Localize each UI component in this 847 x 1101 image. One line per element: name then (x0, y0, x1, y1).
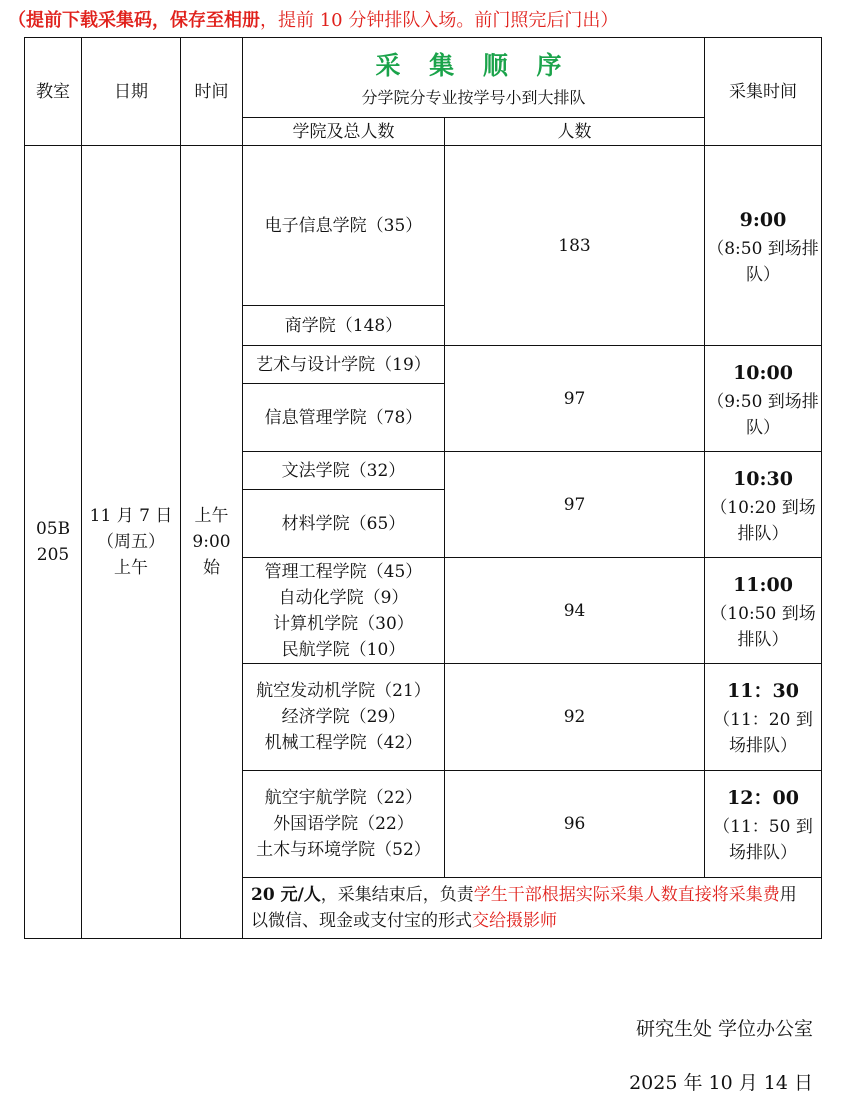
college-cell: 电子信息学院（35） (243, 146, 445, 306)
collect-time: 11:00 (733, 573, 793, 596)
collect-time: 10:30 (733, 467, 793, 490)
count-cell: 97 (445, 452, 705, 558)
order-subtitle: 分学院分专业按学号小到大排队 (361, 87, 586, 107)
college-cell: 文法学院（32） (243, 452, 445, 490)
college-cell: 艺术与设计学院（19） (243, 346, 445, 384)
queue-note: （10:20 到场排队） (710, 497, 816, 544)
footer-date: 2025 年 10 月 14 日 (629, 1072, 813, 1094)
time-cell: 上午 9:00 始 (181, 146, 243, 939)
header-room: 教室 (25, 38, 82, 146)
queue-note: （11：20 到场排队） (713, 710, 813, 756)
schedule-table (24, 37, 822, 939)
count-cell: 97 (445, 346, 705, 452)
footer-org: 研究生处 学位办公室 (635, 1018, 813, 1040)
collect-time-cell (705, 771, 822, 878)
collect-time-cell (705, 146, 822, 346)
collect-time-cell (705, 452, 822, 558)
date-cell: 11 月 7 日 （周五） 上午 (82, 146, 181, 939)
collect-time: 10:00 (733, 361, 793, 384)
college-cell: 航空发动机学院（21） 经济学院（29） 机械工程学院（42） (243, 664, 445, 771)
queue-note: （9:50 到场排队） (707, 391, 819, 438)
fee-price: 20 元/人 (251, 885, 321, 905)
order-title: 采 集 顺 序 (375, 50, 572, 80)
collect-time: 11：30 (727, 680, 799, 702)
notice-rest: ，提前 10 分钟排队入场。前门照完后门出） (260, 10, 619, 31)
notice-banner (0, 6, 847, 32)
collect-time: 12：00 (727, 787, 799, 809)
header-order (243, 38, 705, 118)
college-cell: 信息管理学院（78） (243, 384, 445, 452)
college-cell: 材料学院（65） (243, 490, 445, 558)
count-cell: 96 (445, 771, 705, 878)
notice-bold: （提前下载采集码，保存至相册 (8, 10, 260, 31)
collect-time-cell (705, 664, 822, 771)
header-collect-time: 采集时间 (705, 38, 822, 146)
college-cell: 管理工程学院（45） 自动化学院（9） 计算机学院（30） 民航学院（10） (243, 558, 445, 664)
header-date: 日期 (82, 38, 181, 146)
room-cell: 05B 205 (25, 146, 82, 939)
college-cell: 航空宇航学院（22） 外国语学院（22） 土木与环境学院（52） (243, 771, 445, 878)
count-cell: 183 (445, 146, 705, 346)
queue-note: （8:50 到场排队） (707, 238, 819, 285)
collect-time: 9:00 (739, 208, 787, 231)
college-cell: 商学院（148） (243, 306, 445, 346)
count-cell: 92 (445, 664, 705, 771)
header-time: 时间 (181, 38, 243, 146)
queue-note: （11：50 到场排队） (713, 817, 813, 863)
header-count-col: 人数 (445, 118, 705, 146)
collect-time-cell (705, 558, 822, 664)
count-cell: 94 (445, 558, 705, 664)
queue-note: （10:50 到场排队） (710, 603, 816, 650)
header-college-col: 学院及总人数 (243, 118, 445, 146)
collect-time-cell (705, 346, 822, 452)
fee-note: 20 元/人，采集结束后，负责学生干部根据实际采集人数直接将采集费用以微信、现金或支付宝的形式交给摄影师 (243, 878, 822, 939)
